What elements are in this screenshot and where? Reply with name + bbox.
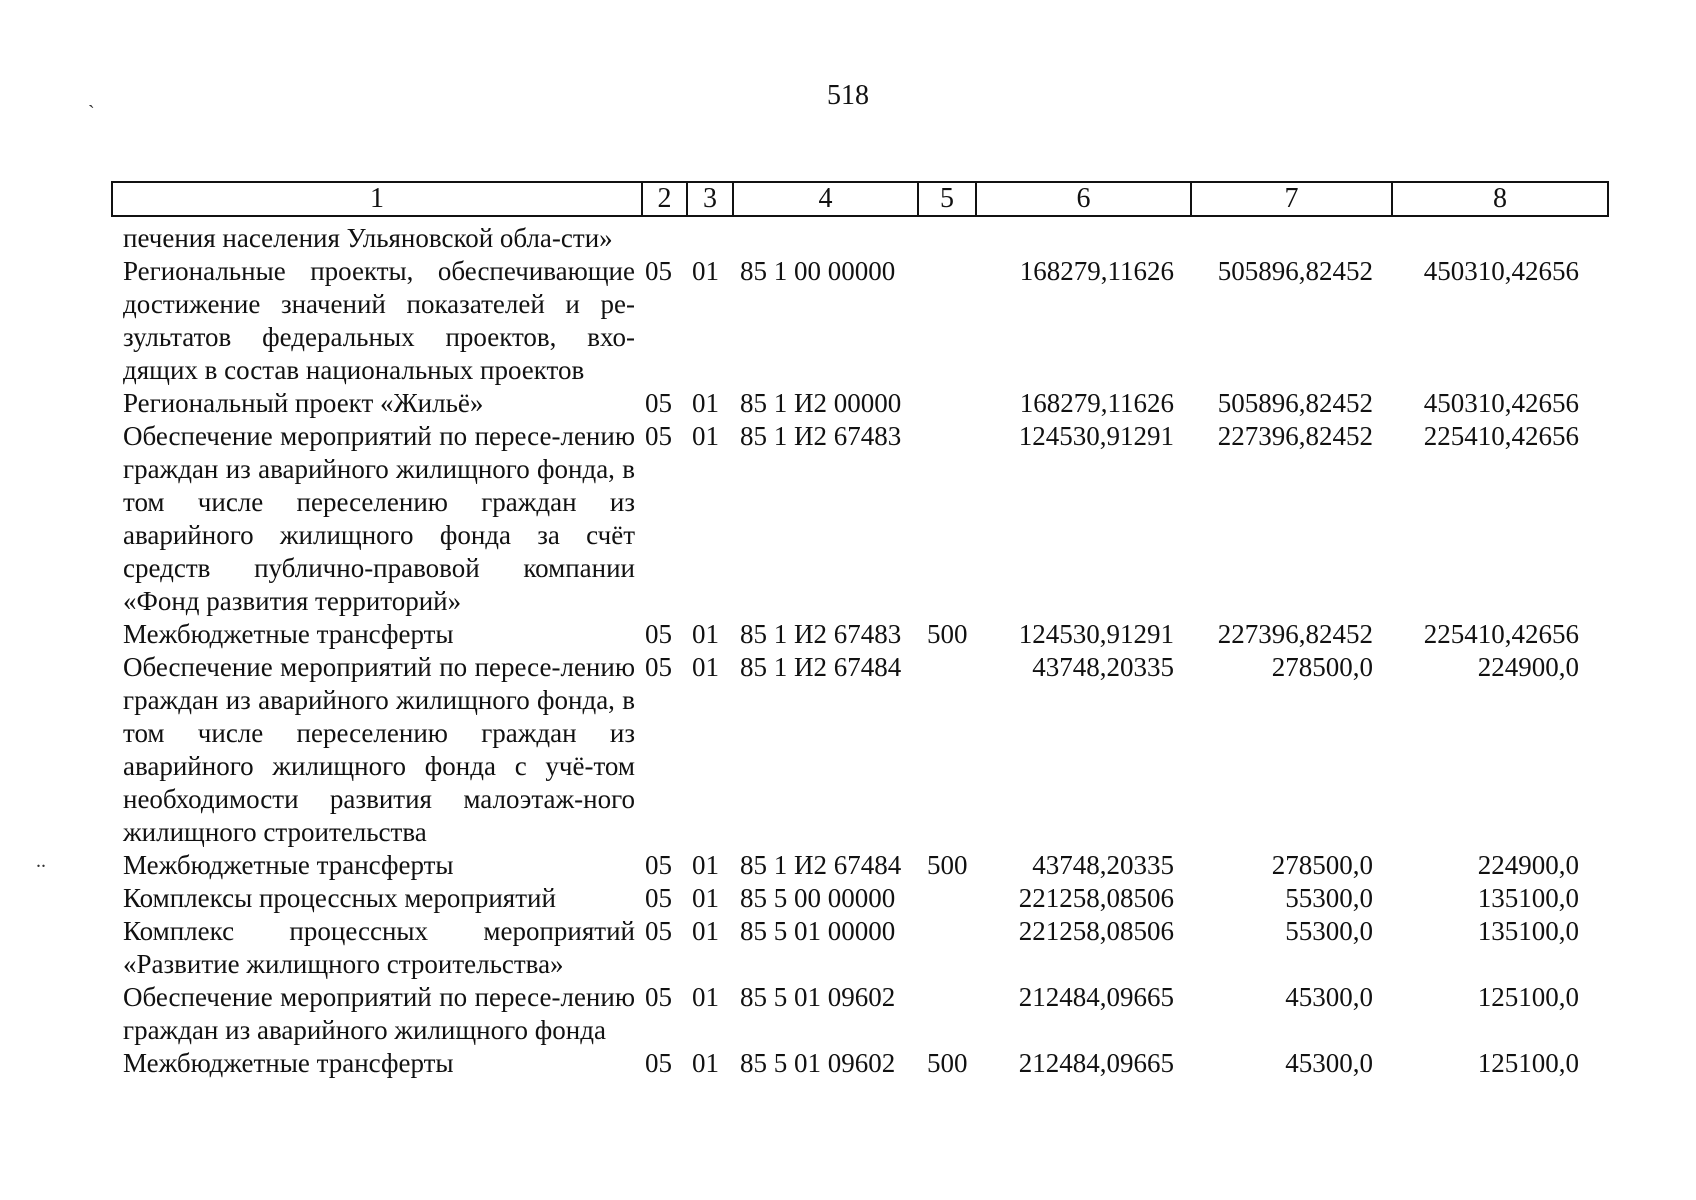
scan-speck: .. bbox=[36, 850, 46, 872]
row-section: 05 bbox=[645, 982, 672, 1012]
table-row bbox=[111, 1047, 1607, 1080]
row-name: Межбюджетные трансферты bbox=[123, 850, 454, 880]
row-target-code: 85 5 01 00000 bbox=[740, 916, 896, 946]
row-subsection: 01 bbox=[692, 388, 719, 418]
table-row bbox=[111, 651, 1607, 849]
row-amount-3: 125100,0 bbox=[1477, 1048, 1579, 1078]
row-target-code: 85 1 И2 67483 bbox=[740, 421, 902, 451]
row-amount-2: 45300,0 bbox=[1285, 1048, 1373, 1078]
row-name: Обеспечение мероприятий по пересе-лению граждан из аварийного жилищного фонда, в том числе переселению граждан из аварийного жилищного фонда за счёт средств публично-правовой компании «Фонд развития территорий» bbox=[123, 421, 635, 616]
table-row bbox=[111, 420, 1607, 618]
row-amount-3: 135100,0 bbox=[1477, 883, 1579, 913]
col-header-1: 1 bbox=[112, 182, 642, 216]
row-amount-3: 450310,42656 bbox=[1423, 388, 1579, 418]
col-header-7: 7 bbox=[1191, 182, 1392, 216]
col-header-2: 2 bbox=[642, 182, 687, 216]
table-row bbox=[111, 882, 1607, 915]
col-header-4: 4 bbox=[733, 182, 918, 216]
row-amount-3: 224900,0 bbox=[1477, 850, 1579, 880]
row-amount-1: 212484,09665 bbox=[1018, 982, 1174, 1012]
row-amount-3: 135100,0 bbox=[1477, 916, 1579, 946]
row-amount-1: 124530,91291 bbox=[1018, 421, 1174, 451]
row-expense-type: 500 bbox=[927, 850, 968, 880]
col-header-8: 8 bbox=[1392, 182, 1608, 216]
row-amount-2: 278500,0 bbox=[1271, 652, 1373, 682]
row-section: 05 bbox=[645, 256, 672, 286]
row-name: Обеспечение мероприятий по пересе-лению граждан из аварийного жилищного фонда bbox=[123, 982, 635, 1045]
row-section: 05 bbox=[645, 421, 672, 451]
table-row bbox=[111, 849, 1607, 882]
row-target-code: 85 5 01 09602 bbox=[740, 1048, 896, 1078]
row-target-code: 85 1 И2 67484 bbox=[740, 850, 902, 880]
row-expense-type: 500 bbox=[927, 619, 968, 649]
row-subsection: 01 bbox=[692, 850, 719, 880]
row-section bbox=[641, 222, 686, 255]
row-section: 05 bbox=[645, 916, 672, 946]
row-amount-2: 227396,82452 bbox=[1217, 619, 1373, 649]
row-amount-2 bbox=[1190, 222, 1391, 255]
row-amount-1: 221258,08506 bbox=[1018, 883, 1174, 913]
row-name: печения населения Ульяновской обла-сти» bbox=[123, 223, 613, 253]
row-amount-1: 168279,11626 bbox=[1019, 388, 1174, 418]
row-amount-2: 55300,0 bbox=[1285, 916, 1373, 946]
row-amount-2: 227396,82452 bbox=[1217, 421, 1373, 451]
row-expense-type bbox=[917, 882, 975, 915]
row-target-code: 85 1 И2 67483 bbox=[740, 619, 902, 649]
row-expense-type bbox=[917, 222, 975, 255]
row-expense-type bbox=[917, 981, 975, 1047]
row-expense-type bbox=[917, 420, 975, 618]
row-subsection: 01 bbox=[692, 619, 719, 649]
row-amount-3: 224900,0 bbox=[1477, 652, 1579, 682]
row-name: Региональные проекты, обеспечивающие достижение значений показателей и ре-зультатов федеральных проектов, вхо-дящих в состав национальных проектов bbox=[123, 256, 635, 385]
row-subsection: 01 bbox=[692, 982, 719, 1012]
row-name: Комплекс процессных мероприятий «Развитие жилищного строительства» bbox=[123, 916, 635, 979]
page-number: 518 bbox=[827, 80, 869, 111]
row-amount-1: 124530,91291 bbox=[1018, 619, 1174, 649]
row-subsection: 01 bbox=[692, 256, 719, 286]
row-name: Межбюджетные трансферты bbox=[123, 619, 454, 649]
row-subsection: 01 bbox=[692, 883, 719, 913]
col-header-3: 3 bbox=[687, 182, 733, 216]
row-amount-1: 221258,08506 bbox=[1018, 916, 1174, 946]
table-row bbox=[111, 222, 1607, 255]
column-header-row bbox=[111, 181, 1609, 217]
row-section: 05 bbox=[645, 850, 672, 880]
table-row bbox=[111, 387, 1607, 420]
row-expense-type bbox=[917, 651, 975, 849]
row-name: Региональный проект «Жильё» bbox=[123, 388, 484, 418]
row-amount-3: 225410,42656 bbox=[1423, 421, 1579, 451]
row-amount-3 bbox=[1391, 222, 1607, 255]
table-row bbox=[111, 618, 1607, 651]
row-section: 05 bbox=[645, 388, 672, 418]
budget-table bbox=[111, 222, 1607, 1080]
table-row bbox=[111, 915, 1607, 981]
table-row bbox=[111, 981, 1607, 1047]
table-row bbox=[111, 255, 1607, 387]
row-target-code: 85 1 И2 00000 bbox=[740, 388, 902, 418]
col-header-6: 6 bbox=[976, 182, 1191, 216]
col-header-5: 5 bbox=[918, 182, 976, 216]
row-amount-2: 45300,0 bbox=[1285, 982, 1373, 1012]
row-expense-type bbox=[917, 387, 975, 420]
row-amount-2: 278500,0 bbox=[1271, 850, 1373, 880]
scan-speck: ` bbox=[88, 102, 95, 124]
row-target-code: 85 5 01 09602 bbox=[740, 982, 896, 1012]
row-amount-3: 225410,42656 bbox=[1423, 619, 1579, 649]
row-section: 05 bbox=[645, 883, 672, 913]
row-target-code: 85 1 И2 67484 bbox=[740, 652, 902, 682]
row-subsection: 01 bbox=[692, 916, 719, 946]
row-section: 05 bbox=[645, 619, 672, 649]
row-subsection: 01 bbox=[692, 1048, 719, 1078]
row-name: Комплексы процессных мероприятий bbox=[123, 883, 556, 913]
row-subsection: 01 bbox=[692, 421, 719, 451]
row-expense-type bbox=[917, 915, 975, 981]
row-section: 05 bbox=[645, 1048, 672, 1078]
row-target-code: 85 1 00 00000 bbox=[740, 256, 896, 286]
row-section: 05 bbox=[645, 652, 672, 682]
row-amount-1: 43748,20335 bbox=[1032, 652, 1174, 682]
row-amount-2: 505896,82452 bbox=[1217, 388, 1373, 418]
row-target-code: 85 5 00 00000 bbox=[740, 883, 896, 913]
row-amount-1: 168279,11626 bbox=[1019, 256, 1174, 286]
row-amount-2: 55300,0 bbox=[1285, 883, 1373, 913]
row-amount-1: 212484,09665 bbox=[1018, 1048, 1174, 1078]
table-body bbox=[111, 222, 1607, 1080]
row-amount-2: 505896,82452 bbox=[1217, 256, 1373, 286]
row-amount-3: 125100,0 bbox=[1477, 982, 1579, 1012]
row-target-code bbox=[732, 222, 917, 255]
row-subsection: 01 bbox=[692, 652, 719, 682]
row-expense-type: 500 bbox=[927, 1048, 968, 1078]
row-name: Обеспечение мероприятий по пересе-лению граждан из аварийного жилищного фонда, в том числе переселению граждан из аварийного жилищного фонда с учё-том необходимости развития малоэтаж-ного жилищного строительства bbox=[123, 652, 635, 847]
row-name: Межбюджетные трансферты bbox=[123, 1048, 454, 1078]
row-amount-1 bbox=[975, 222, 1190, 255]
row-amount-3: 450310,42656 bbox=[1423, 256, 1579, 286]
row-subsection bbox=[686, 222, 732, 255]
row-amount-1: 43748,20335 bbox=[1032, 850, 1174, 880]
row-expense-type bbox=[917, 255, 975, 387]
